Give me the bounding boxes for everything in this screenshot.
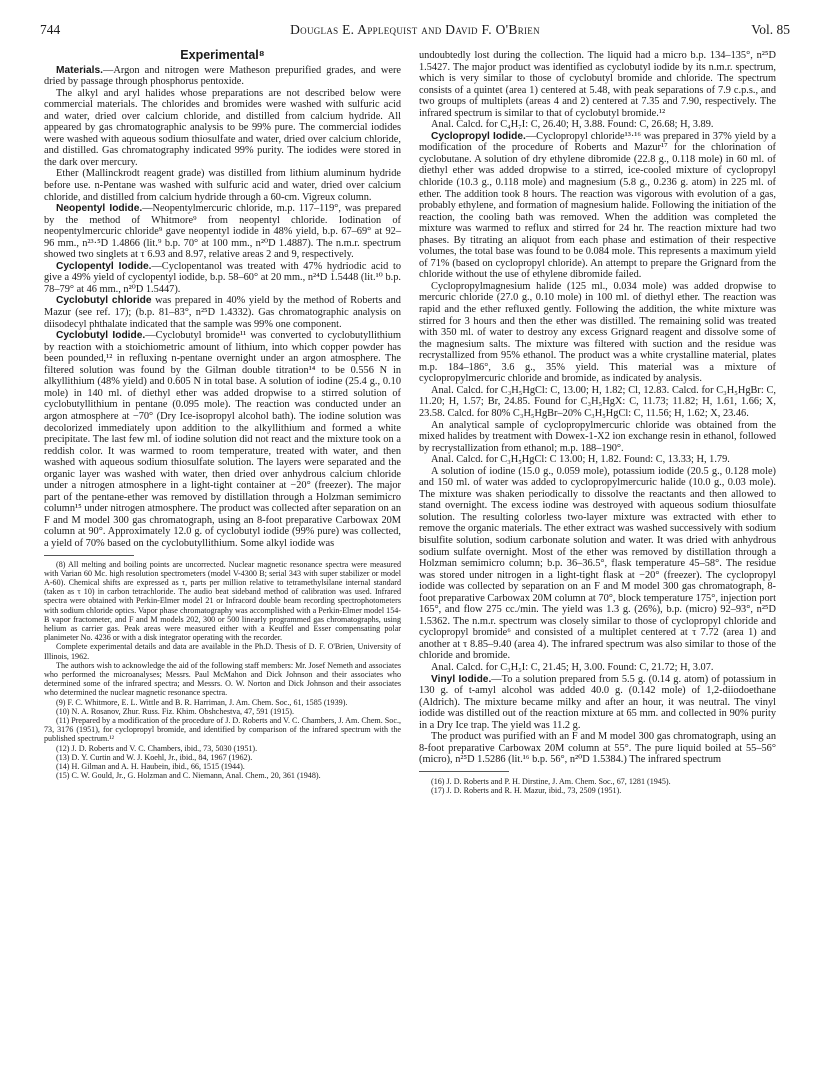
paragraph-text: Ether (Mallinckrodt reagent grade) was distilled from lithium aluminum hydride before use. n-Pentane was washed with sulfuric acid and water, dried over calcium chloride, and distilled from calcium hydride through a 60-cm. Vigreux column. xyxy=(44,168,401,203)
footnote-rule xyxy=(419,771,509,772)
footnote: (14) H. Gilman and A. H. Haubein, ibid., 66, 1515 (1944). xyxy=(56,761,245,771)
footnote: (10) N. A. Rosanov, Zhur. Russ. Fiz. Khim. Obshchestva, 47, 591 (1915). xyxy=(56,706,295,716)
footnote: (9) F. C. Whitmore, E. L. Wittle and B. R. Harriman, J. Am. Chem. Soc., 61, 1585 (1939). xyxy=(56,697,348,707)
paragraph-text: —Neopentylmercuric chloride, m.p. 117–119°, was prepared by the method of Whitmore⁹ from neopentyl chloride. Iodination of neopentylmercuric chloride⁹ gave neopentyl iodide in 48% yield, b.p. 67–69° at 92–96 mm., n²³·⁵D 1.4866 (lit.⁹ b.p. 70° at 100 mm., n²⁰D 1.4887). The n.m.r. spectrum showed two singlets at τ 6.93 and 8.97, relative areas 2 and 9, respectively. xyxy=(44,203,401,261)
right-column-body xyxy=(419,50,776,766)
paragraph-text: Anal. Calcd. for C₃H₅I: C, 21.45; H, 3.00. Found: C, 21.72; H, 3.07. xyxy=(431,661,714,673)
footnote: (15) C. W. Gould, Jr., G. Holzman and C. Niemann, Anal. Chem., 20, 361 (1948). xyxy=(56,771,321,781)
footnote: (16) J. D. Roberts and P. H. Dirstine, J. Am. Chem. Soc., 67, 1281 (1945). xyxy=(431,776,671,786)
paragraph-text: An analytical sample of cyclopropylmercuric chloride was obtained from the mixed halides by treatment with Dowex-1-X2 ion exchange resin in ethanol, followed by recrystallization from ethanol; m.p. 188–190°. xyxy=(419,419,776,454)
volume-number: Vol. 85 xyxy=(751,22,790,37)
footnote: (13) D. Y. Curtin and W. J. Koehl, Jr., ibid., 84, 1967 (1962). xyxy=(56,752,253,762)
paragraph-text: Anal. Calcd. for C₄H₇I: C, 26.40; H, 3.88. Found: C, 26.68; H, 3.89. xyxy=(431,119,714,131)
right-paragraph xyxy=(419,454,776,466)
right-paragraph xyxy=(419,420,776,455)
footnote-rule xyxy=(44,555,134,556)
left-paragraph xyxy=(44,168,401,203)
footnote: (8) All melting and boiling points are uncorrected. Nuclear magnetic resonance spectra were measured with Varian 60 Mc. high resolution spectrometers (model V-4300 B; serial 343 with super stabilizer or model A-60). Chemical shifts are expressed as τ, parts per million relative to tetramethylsilane internal standard (taken as τ 10) in carbon tetrachloride. The audio beat sideband method of calibration was used. Infrared spectra were obtained with Perkin-Elmer model 21 or Infracord double beam recording spectrophotometers with sodium chloride optics. Vapor phase chromatography was accomplished with a Perkin-Elmer model 154-B vapor fractometer, and F and M models 202, 300 or 500 linearly programmed gas chromatographs, using helium as carrier gas. Peak areas were measured either with a Keuffel and Esser compensating polar planimeter No. 4236 or with a disk integrator operating with the recorder. xyxy=(44,559,401,643)
paragraph-run-in-heading: Cyclopropyl Iodide. xyxy=(431,130,526,142)
paragraph-run-in-heading: Neopentyl Iodide. xyxy=(56,203,143,215)
section-title: Experimental⁸ xyxy=(180,48,265,62)
paragraph-run-in-heading: Cyclobutyl Iodide. xyxy=(56,330,146,342)
right-paragraph xyxy=(419,466,776,662)
page-number: 744 xyxy=(40,22,61,37)
left-paragraph xyxy=(44,88,401,169)
right-paragraph xyxy=(419,281,776,385)
right-footnotes xyxy=(419,777,776,795)
left-footnotes xyxy=(44,560,401,781)
paragraph-text: The product was purified with an F and M model 300 gas chromatograph, using an 8-foot preparative Carbowax 20M column at 55°. The pure liquid boiled at 55–56° (micro), n²⁵D 1.5286 (lit.¹⁶ b.p. 56°, n²⁰D 1.5384.) The infrared spectrum xyxy=(419,731,776,766)
left-paragraph xyxy=(44,261,401,296)
right-paragraph xyxy=(419,119,776,131)
left-column xyxy=(44,50,401,780)
left-column-body xyxy=(44,65,401,550)
right-paragraph xyxy=(419,662,776,674)
paragraph-text: —Argon and nitrogen were Matheson prepurified grades, and were dried by passage through phosphorus pentoxide. xyxy=(44,64,401,88)
footnote: (17) J. D. Roberts and R. H. Mazur, ibid., 73, 2509 (1951). xyxy=(431,786,622,796)
paragraph-run-in-heading: Vinyl Iodide. xyxy=(431,673,492,685)
left-paragraph xyxy=(44,330,401,549)
right-paragraph xyxy=(419,674,776,732)
paragraph-text: A solution of iodine (15.0 g., 0.059 mole), potassium iodide (20.5 g., 0.128 mole) and 150 ml. of water was added to cyclopropylmercuric halide (10.0 g., 0.03 mole). The mixture was shaken periodically to dissolve the reactants and then allowed to stand overnight. The excess iodine was destroyed with aqueous sodium thiosulfate solution. The resulting colorless two-layer mixture was extracted with ether to remove the organic materials. The ether extract was washed successively with sodium bisulfite solution, sodium carbonate solution and water. It was dried with anhydrous sodium sulfate overnight. Most of the ether was removed by distillation through a Holzman semimicro column; b.p. 36–36.5°, flask temperature 45–58°. The residue was stored under nitrogen in a light-tight flask at −20° (freezer). The cyclopropyl iodide was collected by separation on an F and M model 300 gas chromatograph, 8-foot preparative Carbowax 20M column at 70°, block temperature 175°, injection port 165°, and flow 275 cc./min. The yield was 1.3 g. (26%), b.p. (micro) 92–93°, n²⁵D 1.5362. The n.m.r. spectrum was closely similar to those of cyclopropyl chloride and cyclopropyl bromide⁶ and consisted of a multiplet centered at τ 7.72 (area 1) and another at τ 8.85–9.40 (area 4). The infrared spectrum was also similar to those of the chloride and bromide. xyxy=(419,465,776,662)
running-head xyxy=(40,22,790,42)
running-head-authors: Douglas E. Applequist and David F. O'Brien xyxy=(290,22,540,37)
footnote: The authors wish to acknowledge the aid of the following staff members: Mr. Josef Nemeth and associates who performed the microanalyses; Messrs. Paul McMahon and Dick Johnson and their associates who determined some of the infrared spectra; and Messrs. O. W. Norton and Dick Johnson and their associates who determined the nuclear magnetic resonance spectra. xyxy=(44,660,401,698)
right-column xyxy=(419,50,776,795)
left-paragraph xyxy=(44,203,401,261)
paragraph-text: —Cyclopropyl chloride¹³·¹⁶ was prepared in 37% yield by a modification of the procedure of Roberts and Mazur¹⁷ for the chlorination of cyclobutane. A solution of dry ethylene dibromide (22.8 g., 0.118 mole) in 60 ml. of diethyl ether was added dropwise to a stirred, ice-cooled mixture of cyclopropyl chloride (10.3 g., 0.118 mole) and magnesium (5.8 g., 0.236 g. atom) in 225 ml. of ether. The addition took 8 hours. The reaction was vigorous with evolution of a gas, probably ethylene, and formation of magnesium halide. Following the initiation of the reaction, the cooling bath was removed. When the addition was completed the mixture was warmed to reflux and stirred for 24 hr. The reaction mixture had two phases. By titrating an aliquot from each phase and estimation of their respective volumes, the total base was found to be 0.084 mole. This represents a maximum yield of 71% (based on cyclopropyl chloride). An attempt to prepare the Grignard from the chloride without the use of ethylene dibromide failed. xyxy=(419,130,776,281)
paragraph-text: undoubtedly lost during the collection. The liquid had a micro b.p. 134–135°, n²⁵D 1.5427. The major product was identified as cyclobutyl iodide by its n.m.r. spectrum, which is very similar to those of cyclobutyl bromide and chloride. The spectrum consists of a quintet (area 1) centered at 5.48, with peak separations of 7.9 c.p.s., and two groups of multiplets (areas 4 and 2) centered at 7.35 and 7.90, respectively. The infrared spectrum is similar to that of cyclobutyl bromide.¹² xyxy=(419,50,776,119)
footnote: (11) Prepared by a modification of the procedure of J. D. Roberts and V. C. Chambers, J. Am. Chem. Soc., 73, 3176 (1951), for cyclopropyl bromide, and identified by comparison of the infrared spectrum with the published spectrum.¹² xyxy=(44,715,401,744)
paragraph-text: —To a solution prepared from 5.5 g. (0.14 g. atom) of potassium in 130 g. of t-amyl alcohol was added 40.0 g. (0.142 mole) of 1,2-diiodoethane (Aldrich). The mixture became milky and after an hour, it was neutral. The vinyl iodide was distilled out of the reaction mixture at 65 mm. and collected in 90% purity in a Dry Ice trap. The yield was 11.2 g. xyxy=(419,673,776,731)
paragraph-run-in-heading: Materials. xyxy=(56,64,103,76)
left-paragraph xyxy=(44,65,401,88)
paragraph-run-in-heading: Cyclobutyl chloride xyxy=(56,295,152,307)
right-paragraph xyxy=(419,131,776,281)
right-paragraph xyxy=(419,385,776,420)
paragraph-run-in-heading: Cyclopentyl Iodide. xyxy=(56,260,152,272)
paragraph-text: Cyclopropylmagnesium halide (125 ml., 0.034 mole) was added dropwise to mercuric chloride (27.0 g., 0.10 mole) in 100 ml. of diethyl ether. The reaction was rapid and the ether refluxed gently. Following the addition, the white mixture was stirred for 3 hours and then the ether was distilled. The remaining solid was treated with 350 ml. of water to destroy any excess Grignard reagent and dissolve some of the magnesium salts. The mixture was filtered with suction and the residue was recrystallized from 95% ethanol. The product was a white crystalline material, plates m.p. 184–186°, 3.6 g., 35% yield. This material was a mixture of cyclopropylmercuric chloride and bromide, as indicated by analysis. xyxy=(419,280,776,385)
paragraph-text: Anal. Calcd. for C₃H₅HgCl: C 13.00; H, 1.82. Found: C, 13.33; H, 1.79. xyxy=(431,454,730,466)
paragraph-text: —Cyclobutyl bromide¹¹ was converted to cyclobutyllithium by reaction with a stoichiometric amount of lithium, into which copper powder has been pounded,¹² in refluxing n-pentane overnight under an argon atmosphere. The filtered solution was found by the Gilman double titration¹⁴ to be 0.556 N in alkyllithium (48% yield) and 0.605 N in total base. A solution of iodine (25.4 g., 0.10 mole) in 140 ml. of diethyl ether was added dropwise to a stirred solution of cyclobutyllithium in pentane (0.095 mole). The reaction was conducted under an argon atmosphere at −70° (Dry Ice-isopropyl alcohol bath). The iodine solution was decolorized immediately upon addition to the alkyllithium and formed a white precipitate. The last few ml. of iodine solution did not react and the mixture took on a reddish color. It was warmed to room temperature, treated with water, and then washed with aqueous sodium thiosulfate solution. The layers were separated and the organic layer was washed with water, then dried over anhydrous calcium chloride under a nitrogen atmosphere in a light-tight container at −20° (freezer). The major part of the pentane-ether was removed by distillation through a Holzman semimicro column¹⁵ under nitrogen atmosphere. The product was collected after separation on an F and M model 300 gas chromatograph, using an 8-foot preparative Carbowax 20M column at 90°. Approximately 12.0 g. of cyclobutyl iodide (99% pure) was collected, a yield of 70% based on the cyclobutyllithium. Some alkyl iodide was xyxy=(44,330,401,549)
paragraph-text: Anal. Calcd. for C₃H₅HgCl: C, 13.00; H, 1.82; Cl, 12.83. Calcd. for C₃H₅HgBr: C, 11.20; H, 1.57; Br, 24.85. Found for C₃H₅HgX: C, 11.73; 11.82; H, 1.61, 1.66; X, 23.58. Calcd. for 80% C₃H₅HgBr–20% C₃H₅HgCl: C, 11.56; H, 1.62; X, 23.46. xyxy=(419,384,776,419)
paragraph-text: was prepared in 40% yield by the method of Roberts and Mazur (see ref. 17); (b.p. 81–83°, n²⁵D 1.4332). Gas chromatographic analysis on diisodecyl phthalate indicated that the sample was 99% one component. xyxy=(44,295,401,330)
footnote: (12) J. D. Roberts and V. C. Chambers, ibid., 73, 5030 (1951). xyxy=(56,743,258,753)
right-paragraph xyxy=(419,50,776,119)
paragraph-text: The alkyl and aryl halides whose preparations are not described below were commercial materials. The chlorides and bromides were washed with sulfuric acid and water, dried over calcium chloride, and distilled from calcium hydride. All appeared by gas chromatographic analysis to be 99% pure. The commercial iodides were washed with aqueous sodium thiosulfate and water, dried over calcium chloride, and distilled. Gas chromatography indicated 99% purity. The iodides were stored in the dark over mercury. xyxy=(44,87,401,168)
left-paragraph xyxy=(44,295,401,330)
right-paragraph xyxy=(419,731,776,766)
footnote: Complete experimental details and data are available in the Ph.D. Thesis of D. F. O'Brien, University of Illinois, 1962. xyxy=(44,642,401,661)
paragraph-text: —Cyclopentanol was treated with 47% hydriodic acid to give a 49% yield of cyclopentyl iodide, b.p. 58–60° at 20 mm., n²⁴D 1.5448 (lit.¹⁰ b.p. 78–79° at 46 mm., n²⁰D 1.5447). xyxy=(44,260,401,295)
